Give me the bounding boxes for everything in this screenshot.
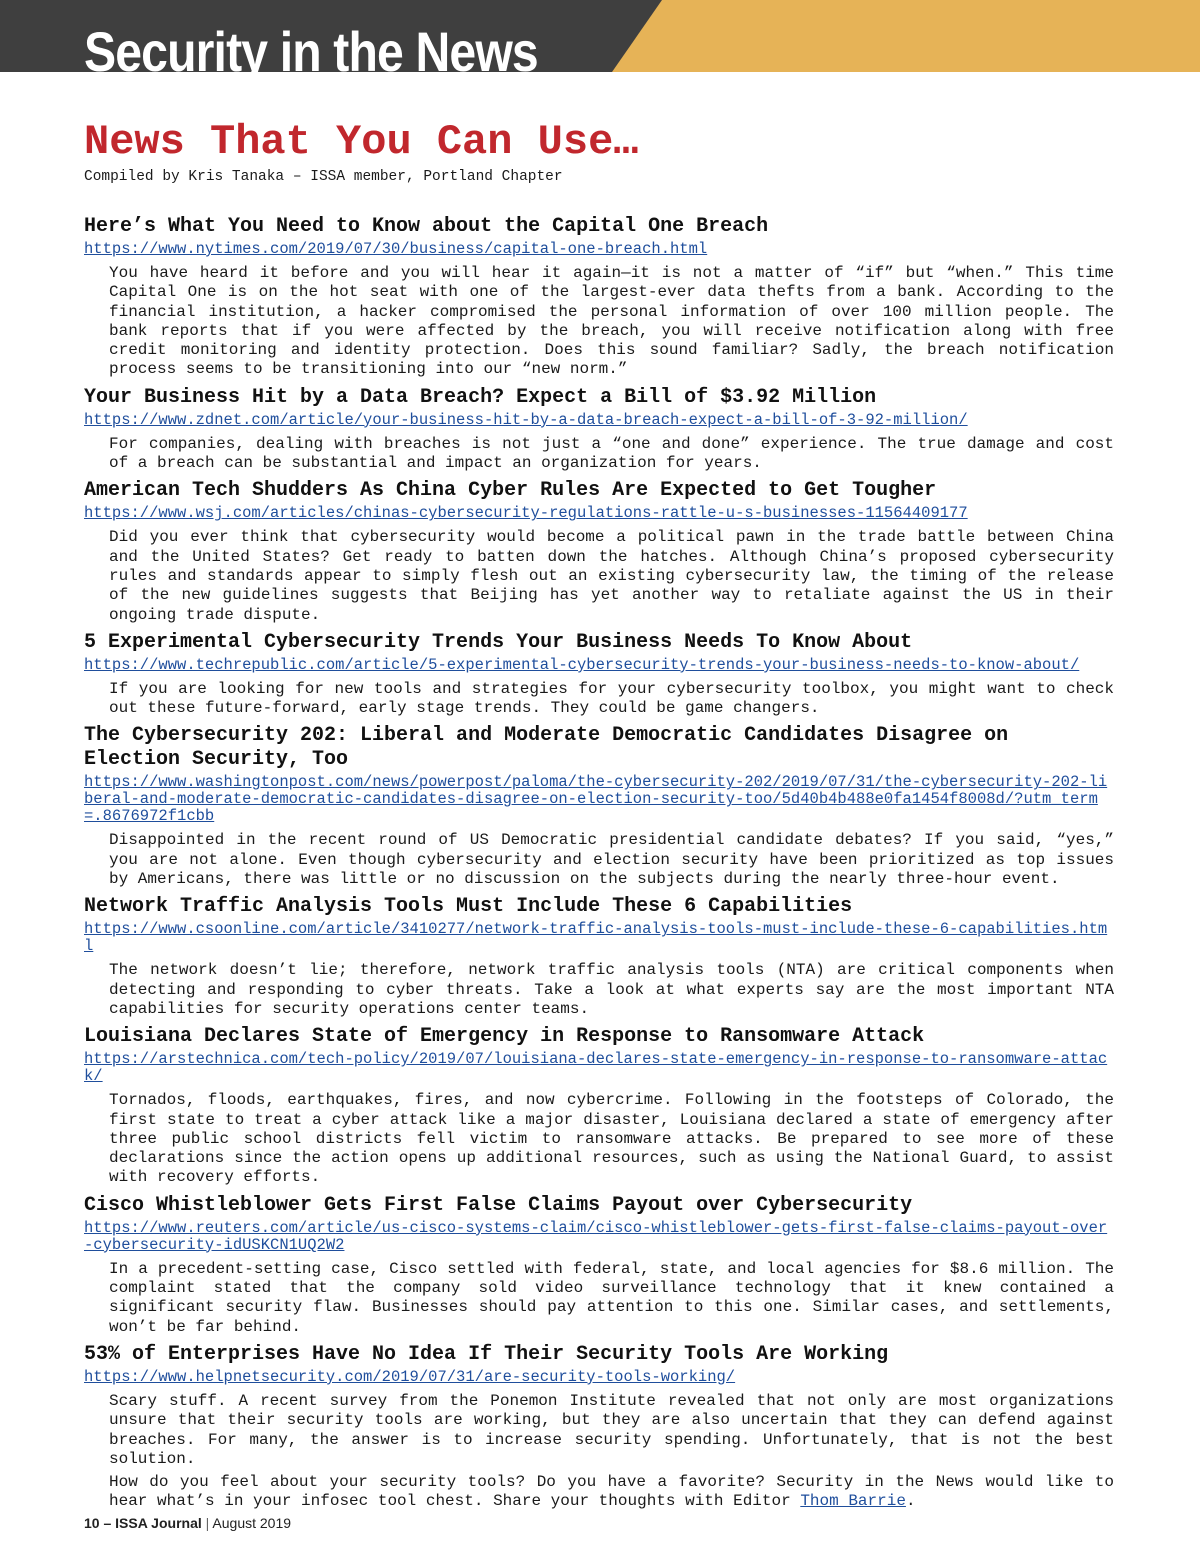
section-banner	[0, 0, 1200, 83]
byline: Compiled by Kris Tanaka – ISSA member, Portland Chapter	[84, 169, 563, 185]
article-headline: Louisiana Declares State of Emergency in Response to Ransomware Attack	[84, 1025, 925, 1049]
page-footer	[84, 1515, 291, 1531]
article-summary: For companies, dealing with breaches is not just a “one and done” experience. The true damage and cost of a breach can be substantial and impact an organization for years.	[109, 434, 1114, 473]
article-item	[84, 1343, 1114, 1512]
article-headline: American Tech Shudders As China Cyber Rules Are Expected to Get Tougher	[84, 479, 937, 503]
article-link[interactable]: https://www.techrepublic.com/article/5-experimental-cybersecurity-trends-your-business-needs-to-know-about/	[84, 655, 1080, 674]
article-summary: If you are looking for new tools and strategies for your cybersecurity toolbox, you might want to check out these future-forward, early stage trends. They could be game changers.	[109, 679, 1114, 718]
closing-paragraph	[109, 1473, 1114, 1512]
article-headline: The Cybersecurity 202: Liberal and Moderate Democratic Candidates Disagree on Election Security, Too	[84, 724, 1009, 772]
section-title: Security in the News	[84, 20, 538, 83]
article-link[interactable]: https://www.zdnet.com/article/your-business-hit-by-a-data-breach-expect-a-bill-of-3-92-million/	[84, 410, 968, 429]
article-item	[84, 479, 1114, 624]
article-item	[84, 1194, 1114, 1337]
footer-date: August 2019	[212, 1515, 292, 1531]
editor-link[interactable]: Thom Barrie	[800, 1492, 906, 1511]
article-headline: Network Traffic Analysis Tools Must Include These 6 Capabilities	[84, 895, 853, 919]
article-link[interactable]: https://arstechnica.com/tech-policy/2019/07/louisiana-declares-state-emergency-in-response-to-ransomware-attack/	[84, 1050, 1108, 1086]
footer-page: 10 – ISSA Journal	[84, 1515, 202, 1531]
article-headline: Here’s What You Need to Know about the Capital One Breach	[84, 215, 769, 238]
article-summary: In a precedent-setting case, Cisco settled with federal, state, and local agencies for $8.6 million. The complaint stated that the company sold video surveillance technology that it knew contained a significant security flaw. Businesses should pay attention to this one. Similar cases, and settlements, won’t be far behind.	[109, 1259, 1114, 1336]
article-summary: Tornados, floods, earthquakes, fires, and now cybercrime. Following in the footsteps of Colorado, the first state to treat a cyber attack like a major disaster, Louisiana declared a state of emergency after three public school districts fell victim to ransomware attacks. Be prepared to see more of these declarations since the action opens up additional resources, such as using the National Guard, to assist with recovery efforts.	[109, 1091, 1114, 1187]
article-headline: Your Business Hit by a Data Breach? Expect a Bill of $3.92 Million	[84, 385, 877, 409]
article-item	[84, 895, 1114, 1019]
article-item	[84, 1025, 1114, 1187]
article-item	[84, 386, 1114, 474]
article-summary: The network doesn’t lie; therefore, network traffic analysis tools (NTA) are critical components when detecting and responding to cyber threats. Take a look at what experts say are the most important NTA capabilities for security operations center teams.	[109, 961, 1114, 1018]
article-summary: Scary stuff. A recent survey from the Ponemon Institute revealed that not only are most organizations unsure that their security tools are working, but they are also uncertain that they can defend against breaches. For many, the answer is to increase security spending. Unfortunately, that is not the best solution.	[109, 1391, 1114, 1468]
article-link[interactable]: https://www.csoonline.com/article/3410277/network-traffic-analysis-tools-must-include-these-6-capabilities.html	[84, 920, 1108, 956]
article-headline: 53% of Enterprises Have No Idea If Their Security Tools Are Working	[84, 1342, 889, 1366]
footer-separator: |	[205, 1515, 210, 1531]
article-link[interactable]: https://www.washingtonpost.com/news/powerpost/paloma/the-cybersecurity-202/2019/07/31/the-cybersecurity-202-liberal-and-moderate-democratic-candidates-disagree-on-election-security-too/5d40b4b488e0fa1454f8008d/?utm_term=.8676972f1cbb	[84, 773, 1108, 826]
article-item	[84, 631, 1114, 719]
article-summary: You have heard it before and you will hear it again—it is not a matter of “if” but “when.” This time Capital One is on the hot seat with one of the largest-ever data thefts from a bank. According to the financial institution, a hacker compromised the personal information of over 100 million people. The bank reports that if you were affected by the breach, you will receive notification along with free credit monitoring and identity protection. Does this sound familiar? Sadly, the breach notification process seems to be transitioning into our “new norm.”	[109, 264, 1114, 379]
article-item	[84, 724, 1114, 889]
article-link[interactable]: https://www.reuters.com/article/us-cisco-systems-claim/cisco-whistleblower-gets-first-false-claims-payout-over-cybersecurity-idUSKCN1UQ2W2	[84, 1218, 1108, 1254]
article-link[interactable]: https://www.nytimes.com/2019/07/30/business/capital-one-breach.html	[84, 240, 708, 258]
closing-text: How do you feel about your security tools? Do you have a favorite? Security in the News would like to hear what’s in your infosec tool chest. Share your thoughts with Editor	[109, 1473, 1114, 1511]
article-link[interactable]: https://www.wsj.com/articles/chinas-cybersecurity-regulations-rattle-u-s-businesses-11564409177	[84, 504, 968, 523]
closing-end: .	[905, 1492, 916, 1511]
article-summary: Did you ever think that cybersecurity would become a political pawn in the trade battle between China and the United States? Get ready to batten down the hatches. Although China’s proposed cybersecurity rules and standards appear to simply flesh out an existing cybersecurity law, the timing of the release of the new guidelines suggests that Beijing has yet another way to retaliate against the US in their ongoing trade dispute.	[109, 528, 1114, 624]
article-list	[84, 215, 1114, 1518]
page-header	[84, 118, 1114, 186]
page-title: News That You Can Use…	[84, 118, 639, 166]
article-headline: 5 Experimental Cybersecurity Trends Your Business Needs To Know About	[84, 630, 913, 654]
article-summary: Disappointed in the recent round of US Democratic presidential candidate debates? If you said, “yes,” you are not alone. Even though cybersecurity and election security have been prioritized as top issues by Americans, there was little or no discussion on the subjects during the nearly three-hour event.	[109, 831, 1114, 889]
article-link[interactable]: https://www.helpnetsecurity.com/2019/07/31/are-security-tools-working/	[84, 1367, 736, 1386]
article-headline: Cisco Whistleblower Gets First False Claims Payout over Cybersecurity	[84, 1193, 913, 1217]
article-item	[84, 215, 1114, 380]
